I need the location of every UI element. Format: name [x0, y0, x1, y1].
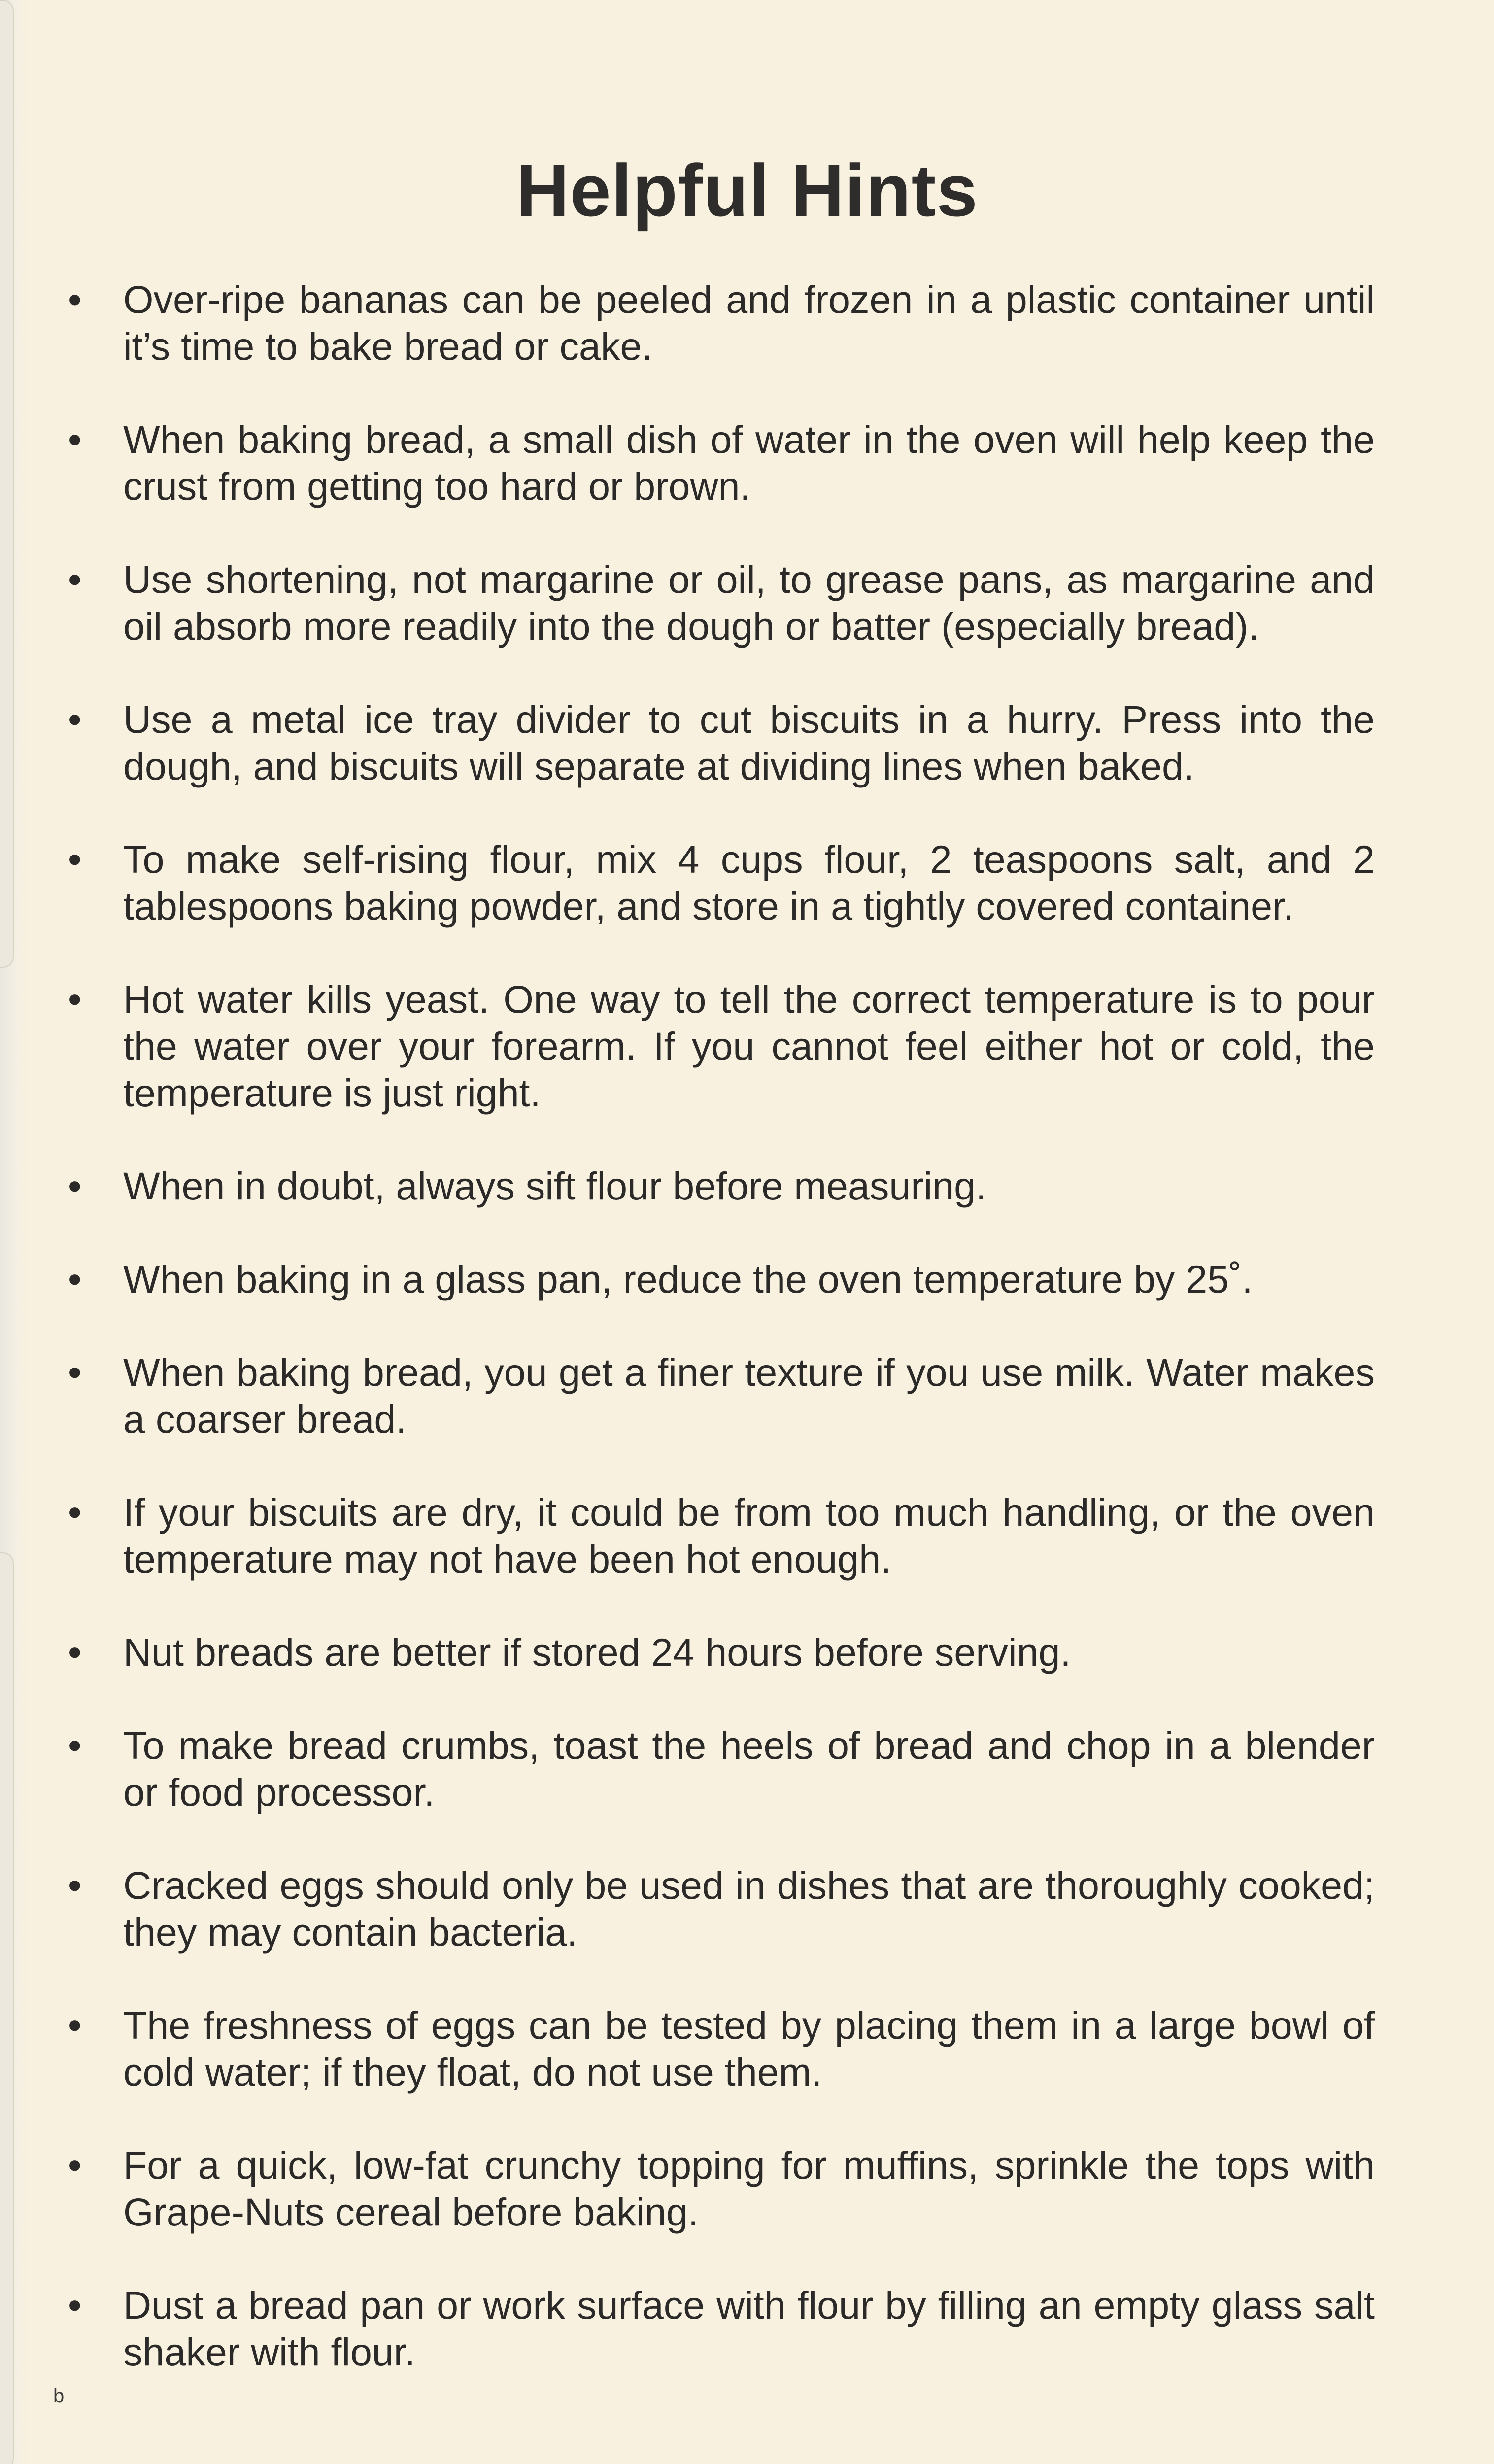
page-tab-edge-lower	[0, 1552, 14, 2464]
hint-item	[64, 1256, 1375, 1302]
hint-item	[64, 1163, 1375, 1209]
bullet-icon: •	[68, 1350, 82, 1394]
hint-text: When baking bread, you get a finer texture if you use milk. Water makes a coarser bread.	[123, 1350, 1375, 1441]
hint-item	[64, 1349, 1375, 1442]
bullet-icon: •	[68, 1863, 82, 1907]
hint-text: Over-ripe bananas can be peeled and frozen in a plastic container until it’s time to bake bread or cake.	[123, 277, 1375, 368]
hint-item	[64, 556, 1375, 650]
bullet-icon: •	[68, 1723, 82, 1767]
hint-text: The freshness of eggs can be tested by placing them in a large bowl of cold water; if they float, do not use them.	[123, 2003, 1375, 2094]
hint-item	[64, 1489, 1375, 1582]
bullet-icon: •	[68, 1257, 82, 1301]
hint-item	[64, 976, 1375, 1116]
hint-text: Use shortening, not margarine or oil, to grease pans, as margarine and oil absorb more readily into the dough or batter (especially bread).	[123, 557, 1375, 648]
hint-item	[64, 2002, 1375, 2095]
bullet-icon: •	[68, 417, 82, 461]
hint-item	[64, 1862, 1375, 1955]
page-title: Helpful Hints	[516, 149, 978, 232]
hint-text: Use a metal ice tray divider to cut biscuits in a hurry. Press into the dough, and biscuits will separate at dividing lines when baked.	[123, 697, 1375, 788]
hint-text: When baking in a glass pan, reduce the oven temperature by 25˚.	[123, 1257, 1253, 1301]
hint-item	[64, 416, 1375, 510]
hint-item	[64, 2142, 1375, 2235]
hint-item	[64, 1722, 1375, 1815]
bullet-icon: •	[68, 1630, 82, 1674]
bullet-icon: •	[68, 977, 82, 1021]
hint-item	[64, 696, 1375, 789]
hint-text: To make bread crumbs, toast the heels of bread and chop in a blender or food processor.	[123, 1723, 1375, 1814]
hints-list	[64, 276, 1375, 2422]
hint-text: Dust a bread pan or work surface with flour by filling an empty glass salt shaker with flour.	[123, 2283, 1375, 2374]
bullet-icon: •	[68, 2283, 82, 2327]
hint-text: If your biscuits are dry, it could be from too much handling, or the oven temperature may not have been hot enough.	[123, 1490, 1375, 1581]
bullet-icon: •	[68, 697, 82, 741]
bullet-icon: •	[68, 837, 82, 881]
hint-text: Nut breads are better if stored 24 hours before serving.	[123, 1630, 1071, 1674]
hint-text: To make self-rising flour, mix 4 cups flour, 2 teaspoons salt, and 2 tablespoons baking powder, and store in a tightly covered container.	[123, 837, 1375, 928]
hint-text: Cracked eggs should only be used in dishes that are thoroughly cooked; they may contain bacteria.	[123, 1863, 1375, 1954]
hint-text: For a quick, low-fat crunchy topping for muffins, sprinkle the tops with Grape-Nuts cereal before baking.	[123, 2143, 1375, 2234]
hint-item	[64, 1629, 1375, 1676]
bullet-icon: •	[68, 557, 82, 601]
hint-item	[64, 836, 1375, 929]
hint-text: When in doubt, always sift flour before measuring.	[123, 1164, 987, 1208]
page-folio: b	[53, 2385, 65, 2407]
hint-item	[64, 2282, 1375, 2375]
bullet-icon: •	[68, 1164, 82, 1208]
hint-text: When baking bread, a small dish of water in the oven will help keep the crust from getting too hard or brown.	[123, 417, 1375, 508]
bullet-icon: •	[68, 2143, 82, 2187]
hint-item	[64, 276, 1375, 370]
bullet-icon: •	[68, 1490, 82, 1534]
hint-text: Hot water kills yeast. One way to tell the correct temperature is to pour the water over your forearm. If you cannot feel either hot or cold, the temperature is just right.	[123, 977, 1375, 1115]
bullet-icon: •	[68, 277, 82, 321]
bullet-icon: •	[68, 2003, 82, 2047]
page-tab-edge-upper	[0, 0, 14, 968]
